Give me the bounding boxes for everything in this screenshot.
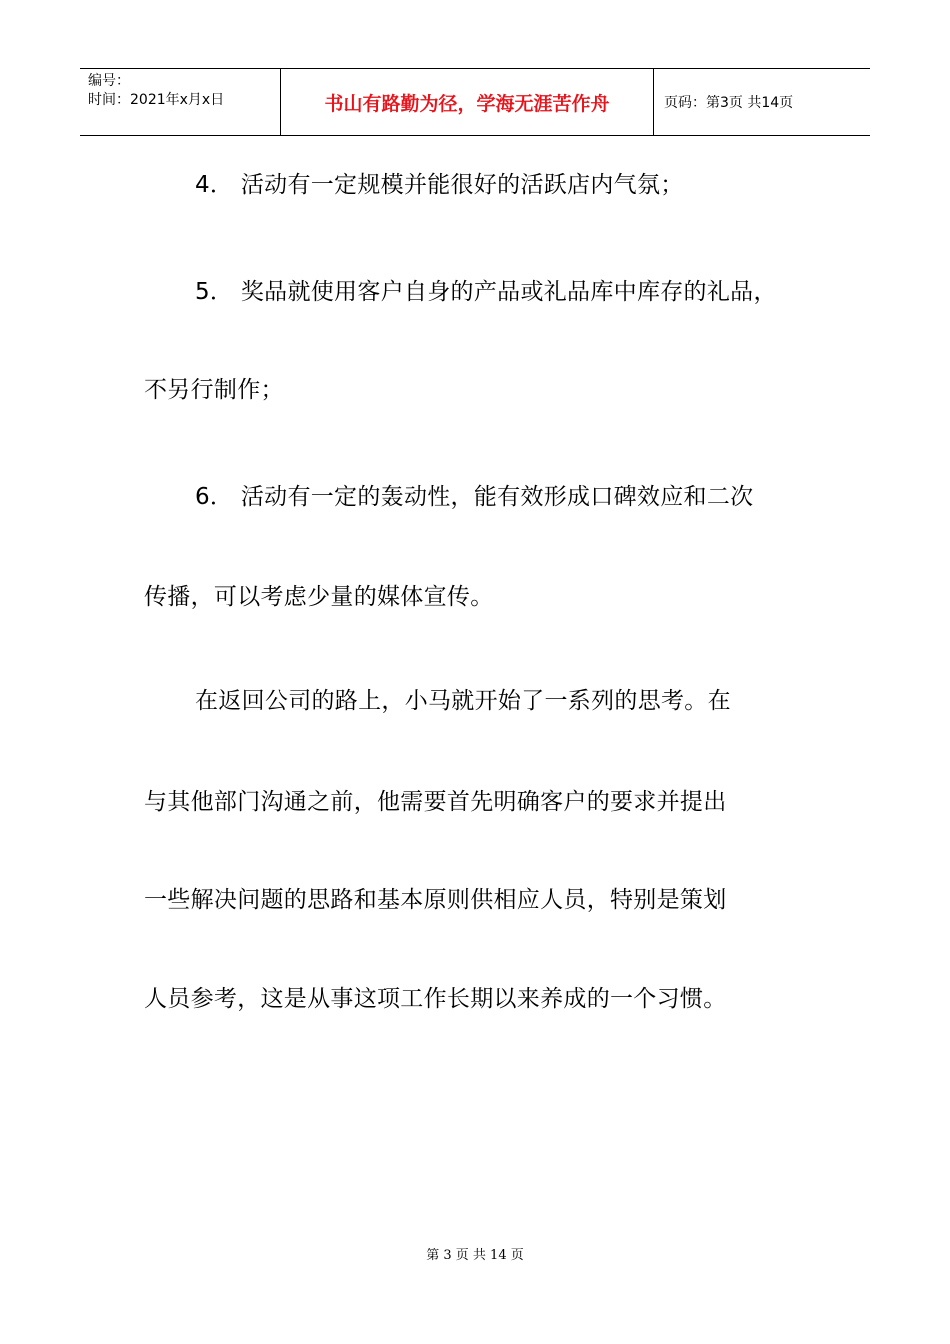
document-date: 时间：2021年x月x日 — [88, 92, 225, 108]
page-header — [80, 68, 870, 136]
list-item-5: 5． 奖品就使用客户自身的产品或礼品库中库存的礼品， — [195, 279, 777, 305]
paragraph-line-3: 一些解决问题的思路和基本原则供相应人员，特别是策划 — [144, 887, 727, 913]
document-number-label: 编号： — [88, 73, 130, 89]
header-page-code: 页码：第3页 共14页 — [664, 95, 794, 111]
page-footer: 第 3 页 共 14 页 — [426, 1248, 524, 1263]
paragraph-line-1: 在返回公司的路上，小马就开始了一系列的思考。在 — [195, 688, 731, 714]
paragraph-line-2: 与其他部门沟通之前，他需要首先明确客户的要求并提出 — [144, 789, 727, 815]
list-item-4: 4． 活动有一定规模并能很好的活跃店内气氛； — [195, 172, 684, 198]
paragraph-line-4: 人员参考，这是从事这项工作长期以来养成的一个习惯。 — [144, 986, 727, 1012]
header-motto-cell — [281, 69, 654, 135]
header-meta-cell — [80, 69, 281, 135]
list-item-5-continued: 不另行制作； — [144, 377, 284, 403]
header-page-cell — [654, 69, 870, 135]
list-item-6-continued: 传播，可以考虑少量的媒体宣传。 — [144, 584, 494, 610]
header-motto: 书山有路勤为径，学海无涯苦作舟 — [324, 93, 610, 115]
list-item-6: 6． 活动有一定的轰动性，能有效形成口碑效应和二次 — [195, 484, 754, 510]
